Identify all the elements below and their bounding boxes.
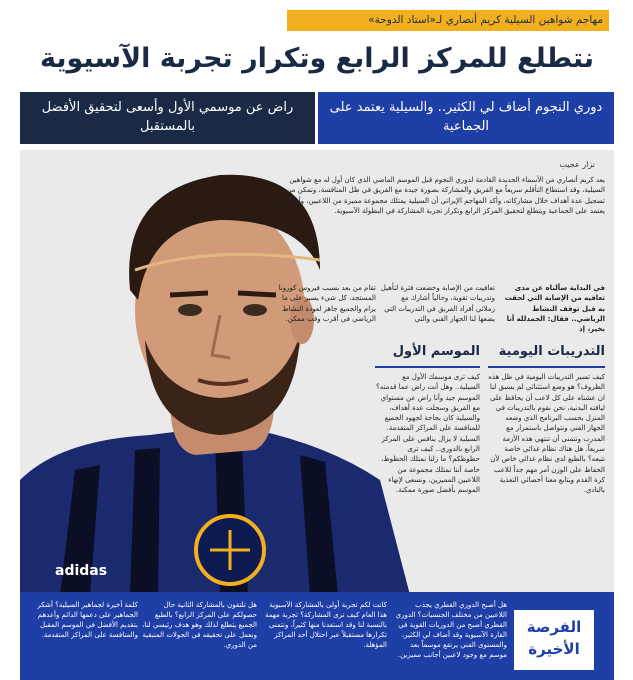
season-body: كيف ترى موسمك الأول مع السيلية.. وهل أنت راض عما قدمته؟ الموسم جيد وأنا راض عن مستواي مع الفريق وسجلت عدة أهداف، والسيلية كان بحاجة لجهود الجميع للمنافسة على المراكز المتقدمة. السيلية لا يزال ينافس على المركز الرابع بالدوري.. كيف ترى حظوظكم؟ ما زلنا نمتلك الحظوظ، خاصة أننا نمتلك مجموعة من اللاعبين المميزين، ونسعى لإنهاء الموسم بأفضل صورة ممكنة. bbox=[376, 373, 480, 495]
training-body: كيف تسير التدريبات اليومية في ظل هذه الظروف؟ هو وضع استثنائي لم يسبق لنا ان عشناه على كل لاعب أن يحافظ على لياقته البدنية، نحن نقوم بالتدريبات في المنزل بحسب البرنامج الذي وضعه الجهاز الفني ونتواصل باستمرار مع المدرب ونتمنى أن تنتهي هذه الأزمة سريعاً. هل هناك نظام غذائي خاصة تتبعه؟ بالطبع لدي نظام غذائي خاص لأن الحفاظ على الوزن أمر مهم جداً للاعب كرة القدم ويتابع معنا أخصائي التغذية بالنادي. bbox=[488, 373, 605, 495]
band-column-2: كانت لكم تجربة أولى بالمشاركة الآسيوية هذا العام كيف ترى المشاركة؟ تجربة مهمة بالنسبة لنا وقد استفدنا منها كثيراً، ونتمنى تكرارها مستقبلاً عبر احتلال أحد المراكز المؤهلة. bbox=[264, 601, 387, 649]
subhead-left: راض عن موسمي الأول وأسعى لتحقيق الأفضل بالمستقبل bbox=[20, 92, 315, 144]
intro-paragraph: يعد كريم أنصاري من الأسماء الجديدة القادمة لدوري النجوم قبل الموسم الماضي الذي كان أول له مع شواهين السيلية، وقد استطاع التأقلم سريعاً مع الفريق والمشاركة بصورة جيدة مع الفريق في ظل المنافسة، وتمكن من تسجيل عدة أهداف خلال مشاركاته، وأكد المهاجم الإيراني أن السيلية يمتلك مجموعة مميزة من اللاعبين، وأن الفريق يعتمد على الجماعية ويتطلع لتحقيق المركز الرابع وتكرار تجربة المشاركة في البطولة الآسيوية. bbox=[272, 176, 605, 215]
byline: نزار عجيب bbox=[559, 160, 595, 169]
kicker-label: مهاجم شواهين السيلية كريم أنصاري لـ«استاد الدوحة» bbox=[287, 10, 609, 31]
chance-title: الفرصة الأخيرة bbox=[514, 610, 594, 670]
svg-text:adidas: adidas bbox=[55, 563, 108, 579]
section-title-training: التدريبات اليومية bbox=[488, 344, 605, 368]
section-title-season: الموسم الأول bbox=[375, 344, 480, 368]
qa-top-left: تقام من بعد بسبب فيروس كورونا المستجد، كل شيء يسير على ما يرام والجميع جاهز لعودة النشاط الرياضي في أقرب وقت ممكن. bbox=[278, 284, 376, 323]
band-column-3: هل تلتقون بالمشاركة الثانية حال حصولكم على المركز الرابع؟ بالطبع الجميع يتطلع لذلك وهو هدف رئيسي لنا، ونعمل على تحقيقه في الجولات المتبقية من الدوري. bbox=[142, 601, 257, 649]
band-column-4: كلمة أخيرة لجماهير السيلية؟ أشكر الجماهير على دعمها الدائم وأعدهم بتقديم الأفضل في الموسم المقبل والمنافسة على المراكز المتقدمة. bbox=[37, 601, 138, 639]
qa-top-right: في البداية سألناه عن مدى تعافيه من الإصابة التي لحقت به قبل توقف النشاط الرياضي.. فقال: الحمدلله أنا بخير، إذ bbox=[504, 284, 605, 334]
band-column-1: هل أصبح الدوري القطري يجذب اللاعبين من مختلف الجنسيات؟ الدوري القطري أصبح من الدوريات القوية في القارة الآسيوية وقد أضاف لي الكثير، والمستوى الفني يرتفع موسماً بعد موسم مع وجود لاعبين أجانب مميزين. bbox=[395, 601, 507, 659]
headline: نتطلع للمركز الرابع وتكرار تجربة الآسيوية bbox=[39, 43, 594, 74]
qa-top-mid: تعافيت من الإصابة وخضعت فترة لتأهيل وتدريبات تقوية، وحالياً أشارك مع زملائي أفراد الفريق في التدريبات التي يضعها لنا الجهاز الفني والتي bbox=[380, 284, 495, 323]
subhead-right: دوري النجوم أضاف لي الكثير.. والسيلية يعتمد على الجماعية bbox=[318, 92, 614, 144]
